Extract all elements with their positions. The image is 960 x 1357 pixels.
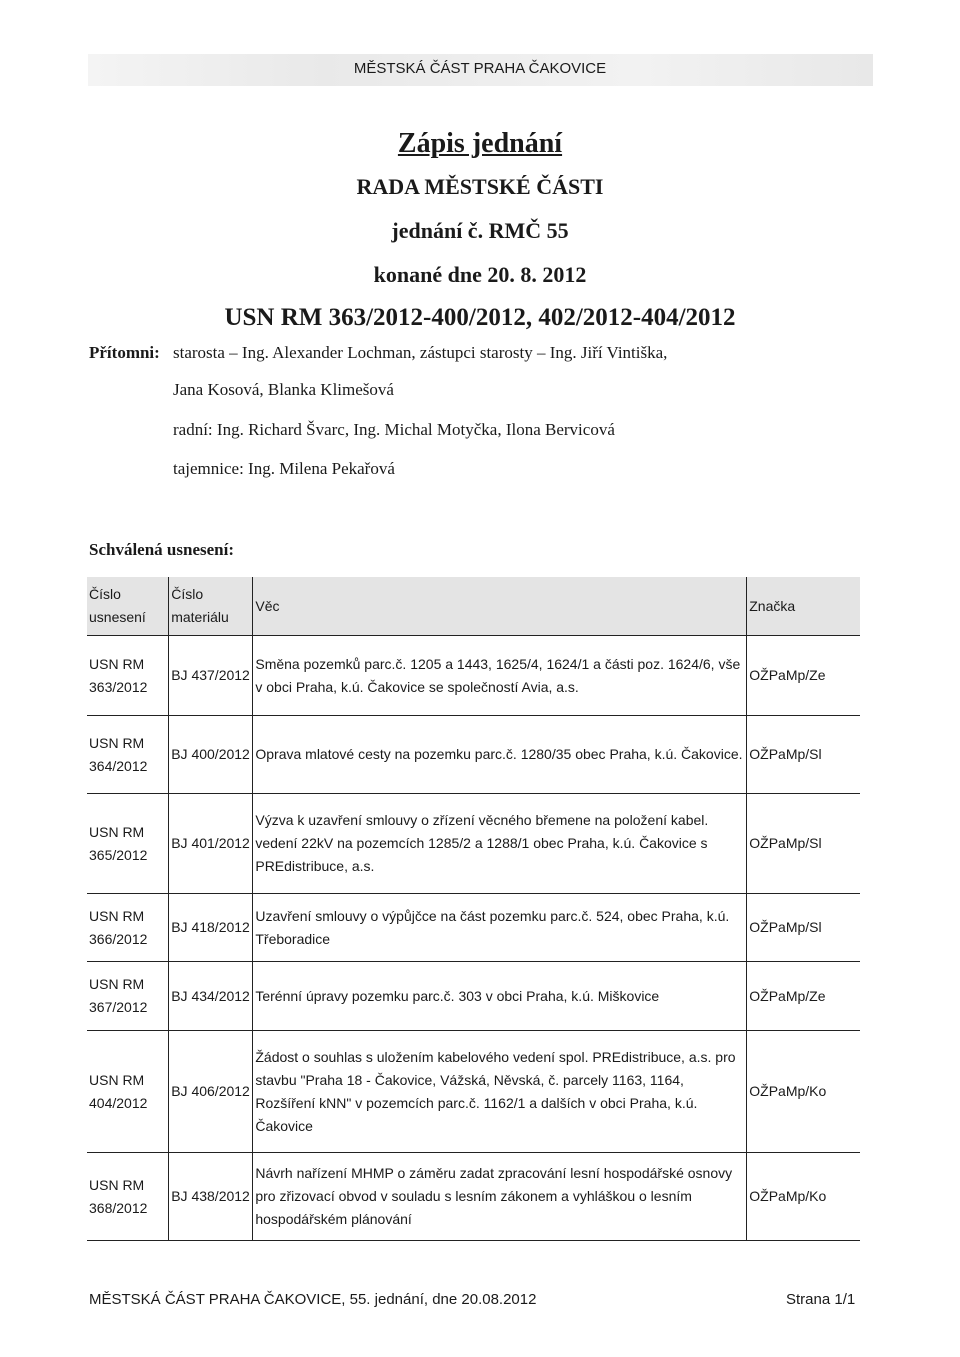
usn-cell: USN RM 368/2012: [89, 1176, 148, 1216]
usn-cell: USN RM 363/2012: [89, 655, 148, 695]
header-cell: Značka: [747, 577, 860, 636]
meeting-number: jednání č. RMČ 55: [391, 218, 569, 243]
section-title: Schválená usnesení:: [89, 540, 234, 559]
usn-cell: USN RM 364/2012: [89, 734, 148, 774]
attendance-line: starosta – Ing. Alexander Lochman, zástupci starosty – Ing. Jiří Vintiška,: [173, 343, 668, 362]
usn-cell: USN RM 404/2012: [89, 1071, 148, 1111]
material-cell: BJ 418/2012: [169, 894, 253, 962]
material-cell: BJ 434/2012: [169, 962, 253, 1031]
subject-cell: Oprava mlatové cesty na pozemku parc.č. 1280/35 obec Praha, k.ú. Čakovice.: [253, 716, 747, 794]
material-cell: BJ 438/2012: [169, 1153, 253, 1241]
mark-cell: OŽPaMp/Ko: [747, 1153, 860, 1241]
table-row: [87, 794, 860, 894]
attendance-label: Přítomni:: [89, 343, 160, 362]
header-cell: Číslo usnesení: [89, 586, 146, 625]
material-cell: BJ 406/2012: [169, 1031, 253, 1153]
footer-left: MĚSTSKÁ ČÁST PRAHA ČAKOVICE, 55. jednání, dne 20.08.2012: [89, 1291, 537, 1308]
attendance-line: radní: Ing. Richard Švarc, Ing. Michal Motyčka, Ilona Bervicová: [173, 420, 615, 439]
attendance-line: tajemnice: Ing. Milena Pekařová: [173, 459, 395, 478]
table-row: [87, 636, 860, 716]
table-row: [87, 962, 860, 1031]
usn-cell: USN RM 365/2012: [89, 823, 148, 863]
mark-cell: OŽPaMp/Sl: [747, 716, 860, 794]
page-number: Strana 1/1: [786, 1291, 856, 1308]
table-row: [87, 894, 860, 962]
header-cell: Věc: [253, 577, 747, 636]
subject-cell: Návrh nařízení MHMP o záměru zadat zpracování lesní hospodářské osnovy pro zřizovací obvod v souladu s lesním zákonem a vyhláškou o lesním hospodářském plánování: [253, 1153, 747, 1241]
usn-cell: USN RM 367/2012: [89, 976, 148, 1015]
mark-cell: OŽPaMp/Sl: [747, 894, 860, 962]
material-cell: BJ 401/2012: [169, 794, 253, 894]
page-subtitle: RADA MĚSTSKÉ ČÁSTI: [356, 174, 604, 199]
subject-cell: Uzavření smlouvy o výpůjčce na část pozemku parc.č. 524, obec Praha, k.ú. Třeboradice: [253, 894, 747, 962]
attendance-line: Jana Kosová, Blanka Klimešová: [173, 380, 394, 399]
mark-cell: OŽPaMp/Sl: [747, 794, 860, 894]
header-text: MĚSTSKÁ ČÁST PRAHA ČAKOVICE: [353, 60, 607, 77]
table-header-row: [87, 577, 860, 636]
material-cell: BJ 437/2012: [169, 636, 253, 716]
subject-cell: Směna pozemků parc.č. 1205 a 1443, 1625/4, 1624/1 a části poz. 1624/6, vše v obci Praha, k.ú. Čakovice se společností Avia, a.s.: [253, 636, 747, 716]
usn-cell: USN RM 366/2012: [89, 907, 148, 947]
subject-cell: Výzva k uzavření smlouvy o zřízení věcného břemene na položení kabel. vedení 22kV na pozemcích 1285/2 a 1288/1 obec Praha, k.ú. Čakovice s PREdistribuce, a.s.: [253, 794, 747, 894]
resolutions-table: [87, 577, 860, 1241]
table-row: [87, 1031, 860, 1153]
meeting-date: konané dne 20. 8. 2012: [373, 262, 587, 287]
table-row: [87, 1153, 860, 1241]
subject-cell: Žádost o souhlas s uložením kabelového vedení spol. PREdistribuce, a.s. pro stavbu "Praha 18 - Čakovice, Vážská, Něvská, č. parcely 1163, 1164, Rozšíření kNN" v pozemcích parc.č. 1162/1 a dalších v obci Praha, k.ú. Čakovice: [253, 1031, 747, 1153]
mark-cell: OŽPaMp/Ko: [747, 1031, 860, 1153]
page-title: Zápis jednání: [397, 128, 563, 159]
mark-cell: OŽPaMp/Ze: [747, 636, 860, 716]
mark-cell: OŽPaMp/Ze: [747, 962, 860, 1031]
usn-range: USN RM 363/2012-400/2012, 402/2012-404/2012: [224, 304, 736, 331]
table-row: [87, 716, 860, 794]
material-cell: BJ 400/2012: [169, 716, 253, 794]
subject-cell: Terénní úpravy pozemku parc.č. 303 v obci Praha, k.ú. Miškovice: [253, 962, 747, 1031]
header-cell: Číslo materiálu: [169, 577, 253, 636]
